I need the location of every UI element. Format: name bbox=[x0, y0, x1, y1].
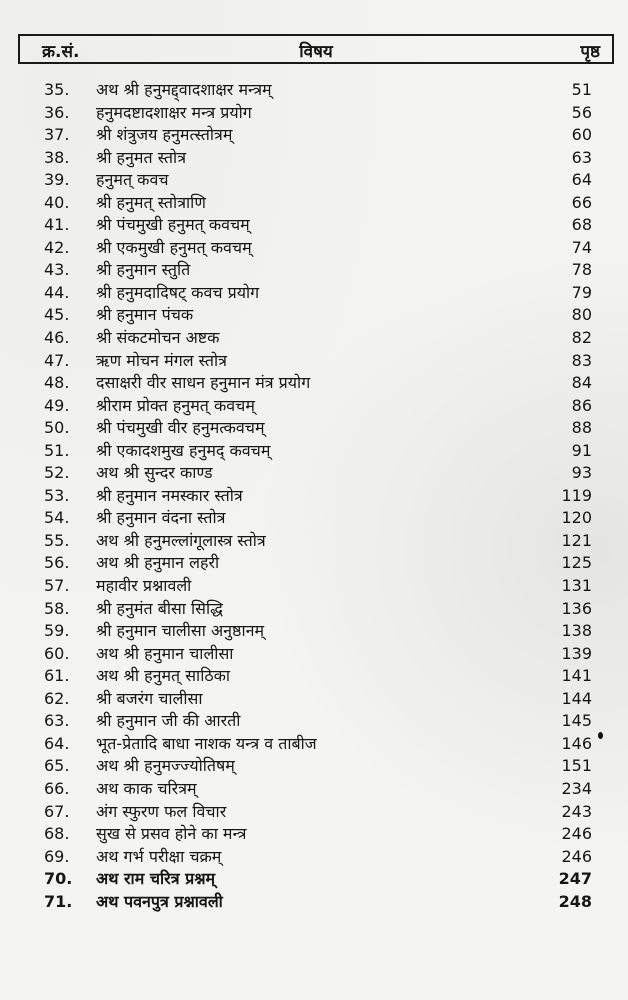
toc-entry bbox=[0, 304, 628, 327]
entry-title: सुख से प्रसव होने का मन्त्र bbox=[96, 824, 247, 844]
toc-entry bbox=[0, 485, 628, 508]
toc-entry bbox=[0, 147, 628, 170]
entry-page: 125 bbox=[561, 553, 592, 573]
toc-entry bbox=[0, 192, 628, 215]
entry-title: अथ काक चरित्रम् bbox=[96, 778, 197, 798]
entry-number: 60. bbox=[44, 643, 70, 663]
toc-entry bbox=[0, 350, 628, 373]
entry-title: श्री हनुमदादिषट् कवच प्रयोग bbox=[96, 282, 260, 302]
entry-number: 48. bbox=[44, 373, 70, 393]
entry-title: श्री शंत्रुजय हनुमत्स्तोत्रम् bbox=[96, 125, 233, 145]
entry-number: 67. bbox=[44, 801, 70, 821]
toc-entry bbox=[0, 846, 628, 869]
entry-number: 37. bbox=[44, 125, 70, 145]
entry-page: 138 bbox=[561, 621, 592, 641]
toc-entry bbox=[0, 620, 628, 643]
entry-title: अंग स्फुरण फल विचार bbox=[96, 801, 227, 821]
toc-entry bbox=[0, 801, 628, 824]
entry-title: अथ राम चरित्र प्रश्नम् bbox=[96, 869, 216, 889]
toc-entry bbox=[0, 124, 628, 147]
entry-title: अथ श्री हनुमत् साठिका bbox=[96, 666, 231, 686]
entry-number: 66. bbox=[44, 778, 70, 798]
entry-number: 53. bbox=[44, 485, 70, 505]
toc-entry bbox=[0, 598, 628, 621]
entry-number: 50. bbox=[44, 418, 70, 438]
toc-entry bbox=[0, 372, 628, 395]
entry-number: 49. bbox=[44, 395, 70, 415]
ink-speck bbox=[598, 732, 603, 739]
entry-title: अथ गर्भ परीक्षा चक्रम् bbox=[96, 846, 222, 866]
page-column-header: पृष्ठ bbox=[580, 42, 600, 62]
entry-page: 246 bbox=[561, 846, 592, 866]
entry-title: अथ श्री हनुमद्द्वादशाक्षर मन्त्रम् bbox=[96, 80, 272, 99]
entry-number: 47. bbox=[44, 350, 70, 370]
entry-page: 141 bbox=[561, 666, 592, 686]
entry-page: 66 bbox=[571, 192, 592, 212]
toc-entry bbox=[0, 214, 628, 237]
entry-number: 58. bbox=[44, 598, 70, 618]
entry-number: 38. bbox=[44, 147, 70, 167]
entry-page: 74 bbox=[571, 237, 592, 257]
entry-number: 41. bbox=[44, 215, 70, 235]
entry-page: 136 bbox=[561, 598, 592, 618]
entry-title: श्री हनुमत् स्तोत्राणि bbox=[96, 192, 206, 212]
entry-page: 79 bbox=[571, 282, 592, 302]
entry-page: 80 bbox=[571, 305, 592, 325]
entry-page: 68 bbox=[571, 215, 592, 235]
entry-page: 64 bbox=[571, 170, 592, 190]
toc-entry bbox=[0, 733, 628, 756]
entry-number: 54. bbox=[44, 508, 70, 528]
entry-title: श्री हनुमान नमस्कार स्तोत्र bbox=[96, 485, 243, 505]
entry-title: श्री एकमुखी हनुमत् कवचम् bbox=[96, 237, 252, 257]
entry-title: अथ श्री हनुमज्ज्योतिषम् bbox=[96, 756, 235, 776]
toc-entry bbox=[0, 868, 628, 891]
entry-number: 45. bbox=[44, 305, 70, 325]
entry-page: 91 bbox=[571, 440, 592, 460]
toc-entry bbox=[0, 530, 628, 553]
entry-page: 83 bbox=[571, 350, 592, 370]
entry-title: अथ श्री हनुमल्लांगूलास्त्र स्तोत्र bbox=[96, 530, 266, 550]
entry-page: 144 bbox=[561, 688, 592, 708]
entry-title: श्री पंचमुखी हनुमत् कवचम् bbox=[96, 215, 250, 235]
toc-entry bbox=[0, 643, 628, 666]
entry-number: 71. bbox=[44, 891, 73, 911]
entry-number: 64. bbox=[44, 733, 70, 753]
entry-title: श्री पंचमुखी वीर हनुमत्कवचम् bbox=[96, 418, 265, 438]
entry-number: 62. bbox=[44, 688, 70, 708]
entry-number: 46. bbox=[44, 328, 70, 348]
entry-page: 145 bbox=[561, 711, 592, 731]
entry-page: 247 bbox=[558, 869, 592, 889]
toc-entry bbox=[0, 552, 628, 575]
entry-number: 44. bbox=[44, 282, 70, 302]
entry-page: 120 bbox=[561, 508, 592, 528]
entry-title: अथ श्री सुन्दर काण्ड bbox=[96, 463, 213, 483]
entry-page: 56 bbox=[571, 102, 592, 122]
entry-page: 139 bbox=[561, 643, 592, 663]
entry-page: 121 bbox=[561, 530, 592, 550]
toc-entry bbox=[0, 823, 628, 846]
entry-page: 234 bbox=[561, 778, 592, 798]
entry-page: 248 bbox=[558, 891, 592, 911]
entry-title: श्री हनुमान चालीसा अनुष्ठानम् bbox=[96, 621, 265, 641]
entry-page: 246 bbox=[561, 824, 592, 844]
entry-title: अथ श्री हनुमान चालीसा bbox=[96, 643, 234, 663]
entry-title: श्री बजरंग चालीसा bbox=[96, 688, 203, 708]
entry-page: 119 bbox=[561, 485, 592, 505]
entry-number: 57. bbox=[44, 576, 70, 596]
entry-number: 65. bbox=[44, 756, 70, 776]
entry-title: दसाक्षरी वीर साधन हनुमान मंत्र प्रयोग bbox=[96, 373, 311, 393]
entry-page: 63 bbox=[571, 147, 592, 167]
entry-title: महावीर प्रश्नावली bbox=[96, 576, 192, 596]
entry-number: 40. bbox=[44, 192, 70, 212]
entry-title: श्री हनुमान पंचक bbox=[96, 305, 194, 325]
entry-page: 88 bbox=[571, 418, 592, 438]
toc-entry bbox=[0, 575, 628, 598]
toc-entry bbox=[0, 417, 628, 440]
entry-title: अथ पवनपुत्र प्रश्नावली bbox=[96, 891, 223, 911]
entry-title: श्री हनुमंत बीसा सिद्धि bbox=[96, 598, 223, 618]
entry-page: 78 bbox=[571, 260, 592, 280]
toc-entry bbox=[0, 891, 628, 914]
subject-column-header: विषय bbox=[299, 42, 333, 62]
entry-title: श्री हनुमत स्तोत्र bbox=[96, 147, 187, 167]
entry-number: 61. bbox=[44, 666, 70, 686]
entry-title: श्री हनुमान जी की आरती bbox=[96, 711, 241, 731]
toc-entry bbox=[0, 688, 628, 711]
entry-page: 84 bbox=[571, 373, 592, 393]
entry-number: 63. bbox=[44, 711, 70, 731]
entry-number: 43. bbox=[44, 260, 70, 280]
entry-number: 52. bbox=[44, 463, 70, 483]
entry-number: 51. bbox=[44, 440, 70, 460]
toc-entry bbox=[0, 79, 628, 102]
entry-title: श्रीराम प्रोक्त हनुमत् कवचम् bbox=[96, 395, 255, 415]
toc-entry bbox=[0, 462, 628, 485]
entry-title: ऋण मोचन मंगल स्तोत्र bbox=[96, 350, 227, 370]
toc-entry bbox=[0, 169, 628, 192]
entry-title: भूत-प्रेतादि बाधा नाशक यन्त्र व ताबीज bbox=[96, 733, 317, 753]
entry-title: हनुमदष्टादशाक्षर मन्त्र प्रयोग bbox=[96, 102, 252, 122]
entry-number: 39. bbox=[44, 170, 70, 190]
entry-page: 86 bbox=[571, 395, 592, 415]
toc-entry bbox=[0, 259, 628, 282]
toc-entry bbox=[0, 755, 628, 778]
toc-entry bbox=[0, 327, 628, 350]
entry-page: 51 bbox=[571, 80, 592, 99]
toc-entry bbox=[0, 237, 628, 260]
entry-number: 36. bbox=[44, 102, 70, 122]
entry-number: 69. bbox=[44, 846, 70, 866]
toc-entry bbox=[0, 710, 628, 733]
table-of-contents bbox=[0, 79, 628, 913]
toc-entry bbox=[0, 282, 628, 305]
entry-page: 146 bbox=[561, 733, 592, 753]
toc-entry bbox=[0, 395, 628, 418]
entry-number: 35. bbox=[44, 80, 70, 99]
entry-page: 60 bbox=[571, 125, 592, 145]
table-header bbox=[18, 34, 614, 64]
entry-page: 243 bbox=[561, 801, 592, 821]
entry-number: 42. bbox=[44, 237, 70, 257]
entry-title: हनुमत् कवच bbox=[96, 170, 169, 190]
entry-number: 68. bbox=[44, 824, 70, 844]
entry-title: श्री हनुमान वंदना स्तोत्र bbox=[96, 508, 226, 528]
toc-entry bbox=[0, 102, 628, 125]
entry-number: 56. bbox=[44, 553, 70, 573]
entry-title: अथ श्री हनुमान लहरी bbox=[96, 553, 220, 573]
entry-title: श्री एकादशमुख हनुमद् कवचम् bbox=[96, 440, 271, 460]
entry-number: 70. bbox=[44, 869, 73, 889]
entry-title: श्री हनुमान स्तुति bbox=[96, 260, 191, 280]
entry-number: 59. bbox=[44, 621, 70, 641]
toc-entry bbox=[0, 778, 628, 801]
entry-page: 82 bbox=[571, 328, 592, 348]
entry-number: 55. bbox=[44, 530, 70, 550]
entry-page: 151 bbox=[561, 756, 592, 776]
entry-title: श्री संकटमोचन अष्टक bbox=[96, 328, 220, 348]
entry-page: 131 bbox=[561, 576, 592, 596]
toc-entry bbox=[0, 665, 628, 688]
entry-page: 93 bbox=[571, 463, 592, 483]
toc-entry bbox=[0, 507, 628, 530]
toc-entry bbox=[0, 440, 628, 463]
serial-number-column-header: क्र.सं. bbox=[42, 42, 80, 62]
